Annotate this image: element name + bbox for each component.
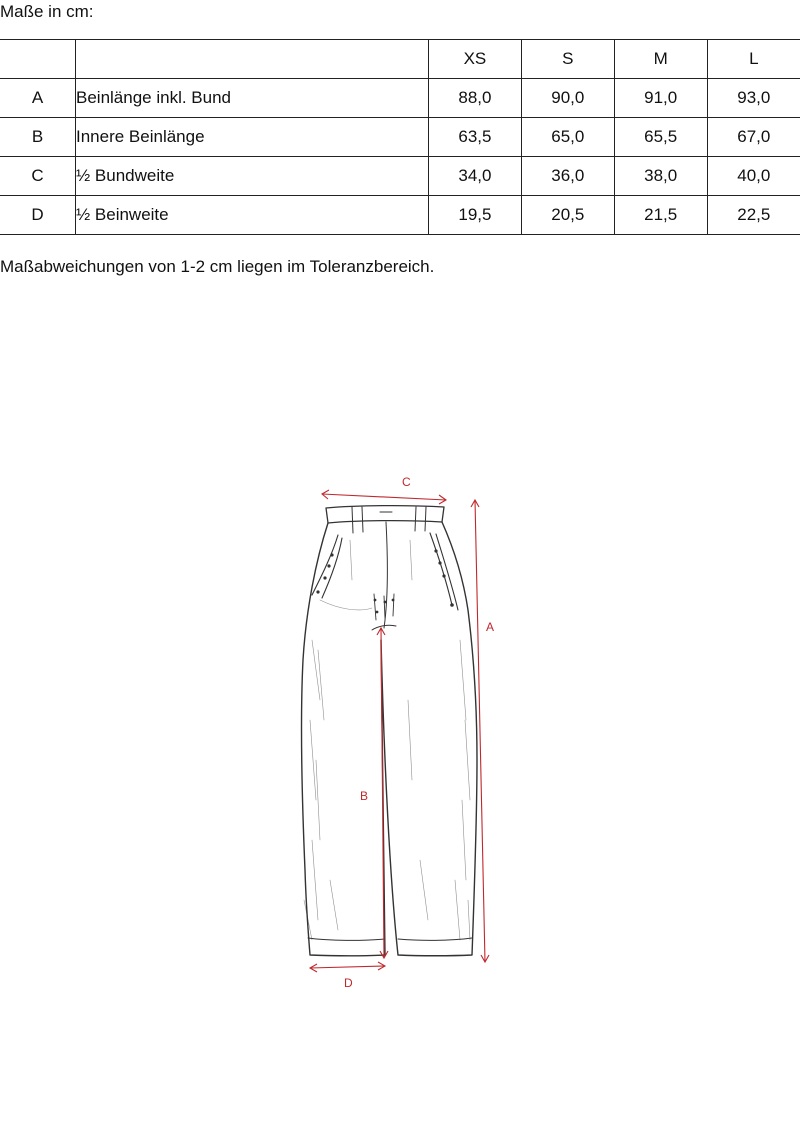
row-key: A (0, 79, 76, 118)
row-value-l: 40,0 (707, 157, 800, 196)
pocket-right (430, 533, 458, 610)
row-value-s: 20,5 (521, 196, 614, 235)
row-value-m: 38,0 (614, 157, 707, 196)
row-value-m: 21,5 (614, 196, 707, 235)
measure-label-b: B (360, 789, 369, 803)
header-cell-s: S (521, 40, 614, 79)
row-value-xs: 34,0 (429, 157, 522, 196)
table-header-row (0, 40, 800, 79)
trousers-measurement-diagram (0, 460, 800, 1000)
trousers-sketch (302, 506, 477, 956)
row-value-m: 65,5 (614, 118, 707, 157)
table-row (0, 196, 800, 235)
row-value-s: 65,0 (521, 118, 614, 157)
size-table (0, 39, 800, 235)
page-heading: Maße in cm: (0, 2, 94, 21)
row-label: ½ Bundweite (76, 157, 429, 196)
hem-lines (308, 938, 472, 940)
row-label: Beinlänge inkl. Bund (76, 79, 429, 118)
row-value-l: 22,5 (707, 196, 800, 235)
measure-label-c: C (402, 475, 411, 489)
row-label: ½ Beinweite (76, 196, 429, 235)
row-value-s: 36,0 (521, 157, 614, 196)
header-cell-l: L (707, 40, 800, 79)
row-value-xs: 19,5 (429, 196, 522, 235)
pleats (374, 594, 394, 620)
measure-d-line (310, 966, 385, 968)
measure-c-line (322, 494, 446, 500)
row-value-m: 91,0 (614, 79, 707, 118)
row-value-s: 90,0 (521, 79, 614, 118)
header-cell-xs: XS (429, 40, 522, 79)
row-key: B (0, 118, 76, 157)
header-cell-label (76, 40, 429, 79)
row-key: C (0, 157, 76, 196)
row-value-xs: 63,5 (429, 118, 522, 157)
row-key: D (0, 196, 76, 235)
tolerance-note: Maßabweichungen von 1-2 cm liegen im Toleranzbereich. (0, 257, 435, 276)
measure-label-d: D (344, 976, 353, 990)
table-row (0, 118, 800, 157)
row-value-l: 67,0 (707, 118, 800, 157)
trousers-outline (302, 522, 477, 956)
header-cell-m: M (614, 40, 707, 79)
table-row (0, 79, 800, 118)
measure-label-a: A (486, 620, 495, 634)
row-value-l: 93,0 (707, 79, 800, 118)
table-row (0, 157, 800, 196)
measurements (310, 490, 489, 972)
row-label: Innere Beinlänge (76, 118, 429, 157)
header-cell-key (0, 40, 76, 79)
row-value-xs: 88,0 (429, 79, 522, 118)
